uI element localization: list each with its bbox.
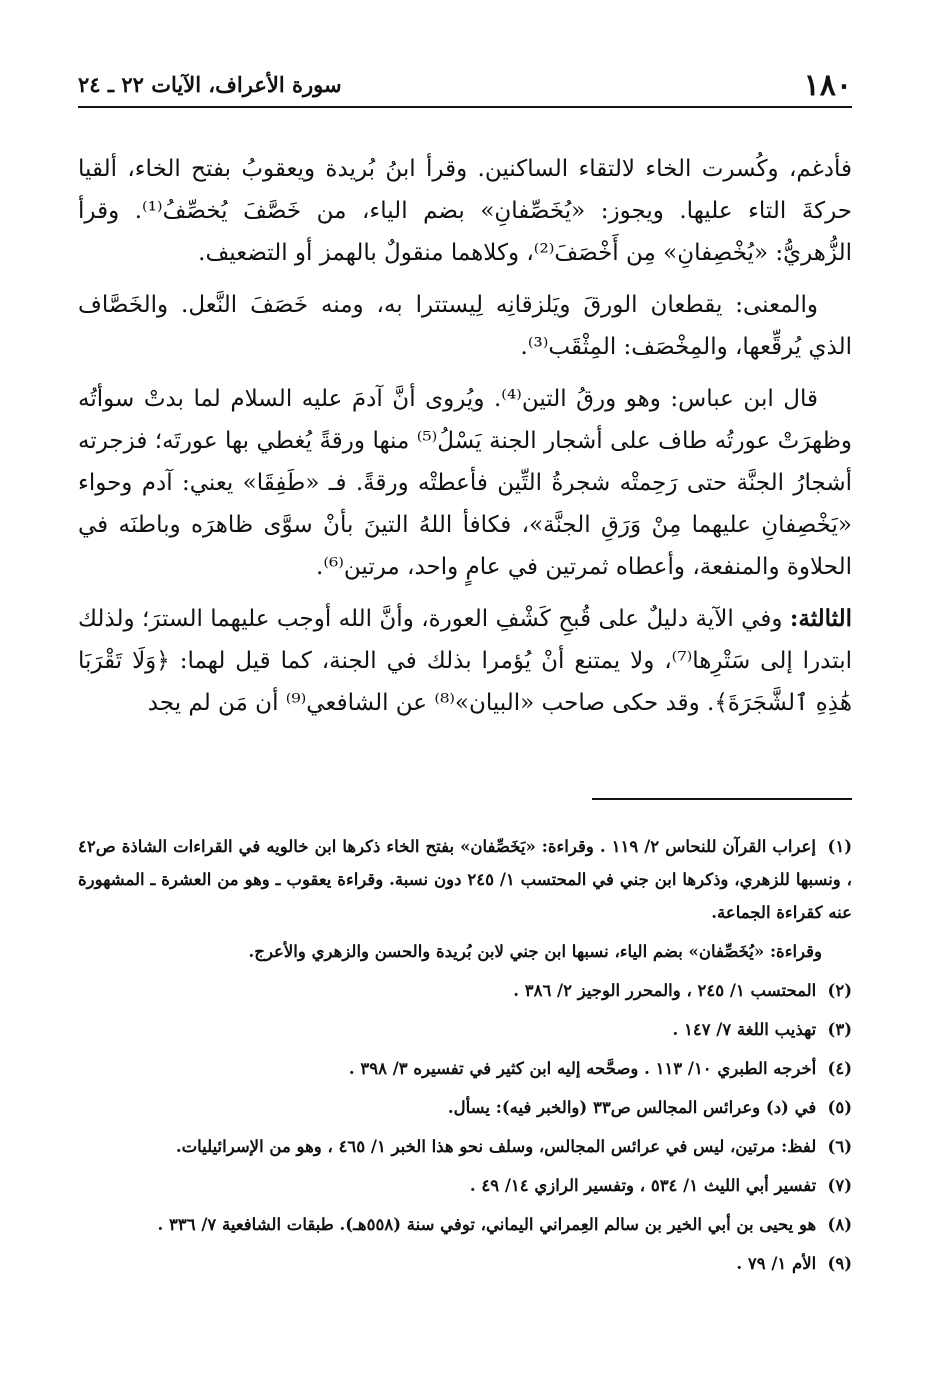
footnote [78, 1130, 852, 1163]
footnote-text: لفظ: مرتين، ليس في عرائس المجالس، وسلف نحو هذا الخبر ١/ ٤٦٥ ، وهو من الإسرائيليات. [175, 1137, 817, 1156]
footnote-label: (٤) [827, 1059, 852, 1078]
footnote-label: (٧) [827, 1176, 852, 1195]
footnotes [78, 830, 852, 1286]
paragraph: قال ابن عباس: وهو ورقُ التين⁽⁴⁾. ويُروى أنَّ آدمَ عليه السلام لما بدتْ سوأتُه وظهرَتْ عورتُه طاف على أشجار الجنة يَسْلُ⁽⁵⁾ منها ورقةً يُغطي بها عورتَه؛ فزجرته أشجارُ الجنَّة حتى رَحِمتْه شجرةُ التِّين فأعطتْه ورقةً. فـ «طَفِقَا» يعني: آدم وحواء «يَخْصِفانِ عليهما مِنْ وَرَقِ الجنَّة»، فكافأ اللهُ التينَ بأنْ سوَّى ظاهرَه وباطنَه في الحلاوة والمنفعة، وأعطاه ثمرتين في عامٍ واحد، مرتين⁽⁶⁾. [78, 386, 852, 580]
footnote-text: تهذيب اللغة ٧/ ١٤٧ . [672, 1020, 817, 1039]
footnote [78, 1091, 852, 1124]
footnote-label: (٦) [827, 1137, 852, 1156]
footnote-separator [592, 798, 852, 800]
footnote-text: إعراب القرآن للنحاس ٢/ ١١٩ . وقراءة: «يَخَصِّفان» بفتح الخاء ذكرها ابن خالويه في القراءات الشاذة ص٤٢ ، ونسبها للزهري، وذكرها ابن جني في المحتسب ١/ ٢٤٥ دون نسبة. وقراءة يعقوب ـ وهو من العشرة ـ المشهورة عنه كقراءة الجماعة. [78, 837, 852, 922]
footnote [78, 1208, 852, 1241]
footnote [78, 1013, 852, 1046]
footnote-text: تفسير أبي الليث ١/ ٥٣٤ ، وتفسير الرازي ١٤/ ٤٩ . [469, 1176, 817, 1195]
footnote [78, 935, 852, 968]
page-header [78, 66, 852, 108]
footnote-label: (٥) [827, 1098, 852, 1117]
footnote-label: (٩) [827, 1254, 852, 1273]
footnote [78, 1052, 852, 1085]
footnote-text: وقراءة: «يُخَصِّفان» بضم الياء، نسبها ابن جني لابن بُريدة والحسن والزهري والأعرج. [248, 942, 822, 961]
paragraph: فأدغم، وكُسرت الخاء لالتقاء الساكنين. وقرأ ابنُ بُريدة ويعقوبُ بفتح الخاء، ألقيا حركةَ التاء عليها. ويجوز: «يُخَصِّفانِ» بضم الياء، من خَصَّفَ يُخصِّفُ⁽¹⁾. وقرأ الزُّهريُّ: «يُخْصِفانِ» مِن أَخْصَفَ⁽²⁾، وكلاهما منقولٌ بالهمز أو التضعيف. [78, 156, 853, 266]
footnote-label: (١) [827, 837, 852, 856]
paragraph: والمعنى: يقطعان الورقَ ويَلزقانِه لِيستترا به، ومنه خَصَفَ النَّعل. والخَصَّاف الذي يُرقِّعها، والمِخْصَف: المِثْقَب⁽³⁾. [78, 292, 852, 360]
main-text [78, 148, 852, 734]
paragraph-third [78, 598, 852, 724]
section-heading: الثالثة: [789, 605, 853, 632]
footnote [78, 1169, 852, 1202]
footnote-text: أخرجه الطبري ١٠/ ١١٣ . وصحَّحه إليه ابن كثير في تفسيره ٣/ ٣٩٨ . [348, 1059, 817, 1078]
running-title: سورة الأعراف، الآيات ٢٢ ـ ٢٤ [78, 72, 342, 97]
footnote [78, 1247, 852, 1280]
footnote-text: الأم ١/ ٧٩ . [736, 1254, 817, 1273]
paragraph-text: وفي الآية دليلٌ على قُبحِ كَشْفِ العورة، وأنَّ الله أوجب عليهما السترَ؛ ولذلك ابتدرا إلى سَتْرِها⁽⁷⁾، ولا يمتنع أنْ يُؤمرا بذلك في الجنة، كما قيل لهما: ﴿وَلَا تَقْرَبَا هَٰذِهِ ٱلشَّجَرَةَ﴾. وقد حكى صاحب «البيان»⁽⁸⁾ عن الشافعي⁽⁹⁾ أن مَن لم يجد [78, 606, 852, 716]
footnote [78, 974, 852, 1007]
footnote-label: (٣) [827, 1020, 852, 1039]
footnote-label: (٨) [827, 1215, 852, 1234]
page-number: ١٨٠ [803, 68, 852, 103]
footnote-label: (٢) [827, 981, 852, 1000]
footnote-text: المحتسب ١/ ٢٤٥ ، والمحرر الوجيز ٢/ ٣٨٦ . [513, 981, 817, 1000]
footnote-text: هو يحيى بن أبي الخير بن سالم العِمراني اليماني، توفي سنة (٥٥٨هـ). طبقات الشافعية ٧/ ٣٣٦ . [157, 1215, 817, 1234]
footnote [78, 830, 852, 929]
footnote-text: في (د) وعرائس المجالس ص٣٣ (والخبر فيه): يسأل. [447, 1098, 817, 1117]
